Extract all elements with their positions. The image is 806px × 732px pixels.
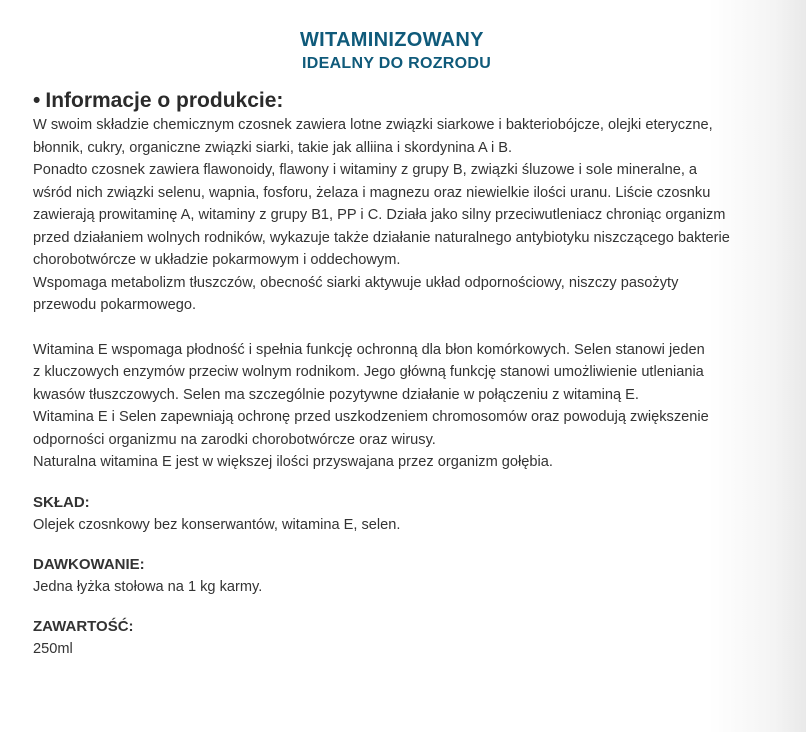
paragraph-spacer <box>33 317 793 339</box>
composition-value: Olejek czosnkowy bez konserwantów, witamina E, selen. <box>33 516 401 533</box>
bullet-icon: • <box>33 89 41 112</box>
section-spacer <box>33 598 793 616</box>
product-subtitle: IDEALNY DO ROZRODU <box>302 55 492 72</box>
dosage-value: Jedna łyżka stołowa na 1 kg karmy. <box>33 578 263 595</box>
content-area <box>33 88 793 660</box>
dosage-label: DAWKOWANIE: <box>33 555 145 573</box>
info-heading-text: Informacje o produkcie: <box>45 89 284 112</box>
contents-value: 250ml <box>33 640 73 657</box>
info-heading <box>33 88 793 114</box>
contents-label: ZAWARTOŚĆ: <box>33 617 134 635</box>
composition-label: SKŁAD: <box>33 493 90 511</box>
section-spacer <box>33 536 793 554</box>
info-paragraph-garlic: W swoim składzie chemicznym czosnek zawiera lotne związki siarkowe i bakteriobójcze, olejki eteryczne, błonnik, cukry, organiczne związki siarki, takie jak alliina i skordynina A i B. Ponadto czosnek zawiera flawonoidy, flawony i witaminy z grupy B, związki śluzowe i sole mineralne, a wśród nich związki selenu, wapnia, fosforu, żelaza i magnezu oraz niewielkie ilości uranu. Liście czosnku zawierają prowitaminę A, witaminy z grupy B1, PP i C. Działa jako silny przeciwutleniacz chroniąc organizm przed działaniem wolnych rodników, wykazuje także działanie naturalnego antybiotyku niszczącego bakterie chorobotwórcze w układzie pokarmowym i oddechowym. Wspomaga metabolizm tłuszczów, obecność siarki aktywuje układ odpornościowy, niszczy pasożyty przewodu pokarmowego. <box>33 117 730 313</box>
product-title: WITAMINIZOWANY <box>300 29 484 51</box>
info-paragraph-vitamin-e: Witamina E wspomaga płodność i spełnia funkcję ochronną dla błon komórkowych. Selen stanowi jeden z kluczowych enzymów przeciw wolnym rodnikom. Jego główną funkcję stanowi umożliwienie utleniania kwasów tłuszczowych. Selen ma szczególnie pozytywne działanie w połączeniu z witaminą E. Witamina E i Selen zapewniają ochronę przed uszkodzeniem chromosomów oraz powodują zwiększenie odporności organizmu na zarodki chorobotwórcze oraz wirusy. Naturalna witamina E jest w większej ilości przyswajana przez organizm gołębia. <box>33 341 709 470</box>
section-spacer <box>33 474 793 492</box>
